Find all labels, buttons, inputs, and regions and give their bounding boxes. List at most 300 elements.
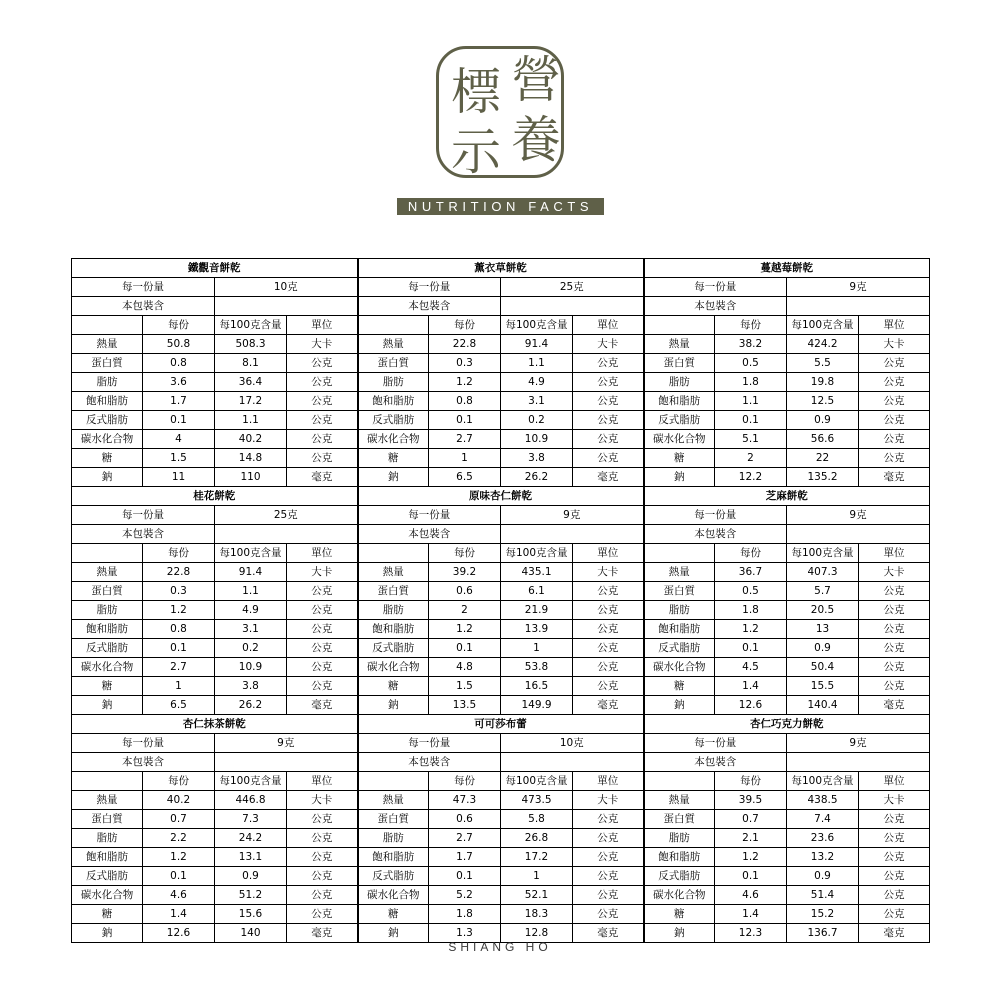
per-100g-value: 24.2 — [215, 829, 287, 848]
per-100g-value: 0.9 — [787, 411, 859, 430]
servings-per-pack-value — [215, 525, 358, 544]
per-serving-value: 1.1 — [715, 392, 787, 411]
per-100g-value: 0.2 — [215, 639, 287, 658]
unit-cell: 公克 — [573, 392, 644, 411]
nutrient-name: 脂肪 — [358, 373, 429, 392]
per-serving-value: 0.1 — [715, 867, 787, 886]
per-100g-value: 15.6 — [215, 905, 287, 924]
per-serving-value: 0.1 — [429, 411, 501, 430]
per-serving-value: 12.6 — [143, 924, 215, 943]
servings-per-pack-value — [215, 753, 358, 772]
nutrient-name: 糖 — [358, 677, 429, 696]
unit-cell: 公克 — [573, 449, 644, 468]
logo-char: 標 — [451, 63, 501, 121]
nutrient-name: 反式脂肪 — [72, 411, 143, 430]
nutrient-name: 碳水化合物 — [644, 658, 715, 677]
nutrient-name: 糖 — [644, 905, 715, 924]
serving-size: 9克 — [787, 506, 930, 525]
header-per-100g: 每100克含量 — [501, 772, 573, 791]
per-100g-value: 53.8 — [501, 658, 573, 677]
unit-cell: 毫克 — [573, 924, 644, 943]
logo-char: 營 — [511, 51, 561, 109]
nutrient-name: 蛋白質 — [72, 582, 143, 601]
serving-size: 9克 — [501, 506, 644, 525]
per-serving-value: 39.2 — [429, 563, 501, 582]
product-title: 原味杏仁餅乾 — [358, 487, 644, 506]
header-unit: 單位 — [859, 772, 930, 791]
per-serving-value: 1.3 — [429, 924, 501, 943]
per-100g-value: 0.9 — [215, 867, 287, 886]
serving-row — [72, 734, 930, 753]
per-100g-value: 50.4 — [787, 658, 859, 677]
nutrient-name: 飽和脂肪 — [358, 620, 429, 639]
nutrient-name: 熱量 — [72, 563, 143, 582]
per-100g-value: 23.6 — [787, 829, 859, 848]
nutrient-name: 飽和脂肪 — [644, 392, 715, 411]
header-per-serving: 每份 — [715, 316, 787, 335]
unit-cell: 公克 — [859, 582, 930, 601]
per-serving-value: 0.8 — [143, 620, 215, 639]
nutrient-name: 糖 — [358, 449, 429, 468]
per-serving-value: 1.2 — [429, 373, 501, 392]
unit-cell: 毫克 — [859, 924, 930, 943]
per-100g-value: 1.1 — [215, 582, 287, 601]
per-100g-value: 5.8 — [501, 810, 573, 829]
serving-label: 每一份量 — [358, 278, 501, 297]
serving-label: 每一份量 — [644, 734, 787, 753]
per-100g-value: 438.5 — [787, 791, 859, 810]
nutrient-name: 蛋白質 — [358, 810, 429, 829]
nutrient-name: 鈉 — [72, 468, 143, 487]
product-title: 杏仁抹茶餅乾 — [72, 715, 358, 734]
per-serving-value: 1.2 — [429, 620, 501, 639]
table-row — [72, 696, 930, 715]
nutrient-name: 碳水化合物 — [72, 430, 143, 449]
per-serving-value: 5.2 — [429, 886, 501, 905]
nutrient-name: 反式脂肪 — [644, 639, 715, 658]
product-title-row — [72, 487, 930, 506]
unit-cell: 公克 — [573, 582, 644, 601]
unit-cell: 公克 — [287, 658, 358, 677]
per-serving-value: 2.7 — [143, 658, 215, 677]
unit-cell: 公克 — [859, 905, 930, 924]
per-serving-value: 1.4 — [715, 677, 787, 696]
table-row — [72, 601, 930, 620]
per-100g-value: 1.1 — [215, 411, 287, 430]
logo-char: 養 — [511, 111, 561, 169]
header-per-100g: 每100克含量 — [787, 544, 859, 563]
per-100g-value: 51.2 — [215, 886, 287, 905]
per-serving-value: 1.8 — [715, 601, 787, 620]
unit-cell: 公克 — [859, 373, 930, 392]
per-100g-value: 435.1 — [501, 563, 573, 582]
unit-cell: 公克 — [859, 658, 930, 677]
nutrient-name: 蛋白質 — [358, 354, 429, 373]
table-row — [72, 430, 930, 449]
nutrient-name: 反式脂肪 — [644, 867, 715, 886]
nutrient-name: 脂肪 — [644, 373, 715, 392]
nutrient-name: 脂肪 — [358, 601, 429, 620]
servings-per-pack-label: 本包裝含 — [358, 525, 501, 544]
nutrient-name: 鈉 — [644, 468, 715, 487]
unit-cell: 公克 — [287, 867, 358, 886]
per-serving-value: 0.3 — [143, 582, 215, 601]
per-serving-value: 12.3 — [715, 924, 787, 943]
per-serving-value: 1.2 — [715, 620, 787, 639]
unit-cell: 公克 — [287, 677, 358, 696]
unit-cell: 大卡 — [859, 563, 930, 582]
nutrient-name: 反式脂肪 — [72, 639, 143, 658]
table-row — [72, 886, 930, 905]
unit-cell: 公克 — [287, 373, 358, 392]
unit-cell: 公克 — [573, 829, 644, 848]
header-per-serving: 每份 — [429, 316, 501, 335]
nutrient-name: 鈉 — [358, 924, 429, 943]
unit-cell: 公克 — [287, 582, 358, 601]
table-row — [72, 468, 930, 487]
unit-cell: 公克 — [859, 392, 930, 411]
nutrient-name: 反式脂肪 — [358, 411, 429, 430]
per-serving-value: 50.8 — [143, 335, 215, 354]
unit-cell: 大卡 — [859, 791, 930, 810]
unit-cell: 公克 — [859, 411, 930, 430]
serving-row — [72, 506, 930, 525]
nutrient-name: 飽和脂肪 — [644, 620, 715, 639]
per-serving-value: 2.7 — [429, 430, 501, 449]
nutrient-name: 蛋白質 — [358, 582, 429, 601]
product-title: 鐵觀音餅乾 — [72, 259, 358, 278]
unit-cell: 公克 — [859, 829, 930, 848]
servings-per-pack-label: 本包裝含 — [358, 753, 501, 772]
unit-cell: 公克 — [859, 449, 930, 468]
table-row — [72, 867, 930, 886]
nutrient-name: 鈉 — [644, 924, 715, 943]
unit-cell: 公克 — [573, 658, 644, 677]
nutrient-name: 飽和脂肪 — [358, 848, 429, 867]
per-serving-value: 39.5 — [715, 791, 787, 810]
per-100g-value: 18.3 — [501, 905, 573, 924]
per-serving-value: 4.8 — [429, 658, 501, 677]
per-serving-value: 5.1 — [715, 430, 787, 449]
product-title: 薰衣草餅乾 — [358, 259, 644, 278]
per-100g-value: 10.9 — [215, 658, 287, 677]
per-100g-value: 17.2 — [501, 848, 573, 867]
per-serving-value: 2.2 — [143, 829, 215, 848]
nutrient-name: 反式脂肪 — [358, 867, 429, 886]
nutrient-name: 反式脂肪 — [644, 411, 715, 430]
nutrient-name: 鈉 — [72, 924, 143, 943]
per-serving-value: 1.2 — [715, 848, 787, 867]
nutrient-name: 糖 — [72, 905, 143, 924]
serving-label: 每一份量 — [72, 278, 215, 297]
per-100g-value: 140.4 — [787, 696, 859, 715]
product-title: 桂花餅乾 — [72, 487, 358, 506]
per-100g-value: 15.2 — [787, 905, 859, 924]
nutrient-name: 鈉 — [644, 696, 715, 715]
header-blank — [358, 316, 429, 335]
per-100g-value: 3.8 — [501, 449, 573, 468]
per-100g-value: 12.8 — [501, 924, 573, 943]
nutrient-name: 脂肪 — [644, 829, 715, 848]
per-serving-value: 1.5 — [429, 677, 501, 696]
per-100g-value: 13 — [787, 620, 859, 639]
nutrient-name: 碳水化合物 — [358, 886, 429, 905]
table-row — [72, 639, 930, 658]
per-serving-value: 0.1 — [143, 411, 215, 430]
per-serving-value: 0.5 — [715, 354, 787, 373]
header-per-serving: 每份 — [429, 772, 501, 791]
unit-cell: 公克 — [287, 601, 358, 620]
header-per-serving: 每份 — [143, 772, 215, 791]
servings-per-pack-value — [501, 753, 644, 772]
unit-cell: 公克 — [287, 886, 358, 905]
per-100g-value: 91.4 — [501, 335, 573, 354]
per-100g-value: 3.1 — [215, 620, 287, 639]
unit-cell: 公克 — [287, 848, 358, 867]
per-serving-value: 1.2 — [143, 601, 215, 620]
header-per-100g: 每100克含量 — [501, 316, 573, 335]
serving-size: 10克 — [501, 734, 644, 753]
per-serving-value: 0.1 — [715, 639, 787, 658]
per-serving-value: 0.5 — [715, 582, 787, 601]
per-serving-value: 1 — [429, 449, 501, 468]
unit-cell: 公克 — [287, 354, 358, 373]
per-serving-value: 0.1 — [715, 411, 787, 430]
header-blank — [644, 544, 715, 563]
unit-cell: 公克 — [859, 601, 930, 620]
per-100g-value: 22 — [787, 449, 859, 468]
unit-cell: 公克 — [573, 677, 644, 696]
per-serving-value: 6.5 — [143, 696, 215, 715]
per-100g-value: 5.7 — [787, 582, 859, 601]
unit-cell: 公克 — [859, 867, 930, 886]
per-100g-value: 13.2 — [787, 848, 859, 867]
serving-label: 每一份量 — [644, 506, 787, 525]
nutrient-name: 糖 — [72, 677, 143, 696]
table-row — [72, 582, 930, 601]
per-serving-value: 2.7 — [429, 829, 501, 848]
serving-size: 9克 — [215, 734, 358, 753]
column-header-row — [72, 316, 930, 335]
table-row — [72, 905, 930, 924]
header-blank — [358, 544, 429, 563]
per-100g-value: 19.8 — [787, 373, 859, 392]
per-100g-value: 3.8 — [215, 677, 287, 696]
per-100g-value: 40.2 — [215, 430, 287, 449]
unit-cell: 公克 — [859, 810, 930, 829]
serving-label: 每一份量 — [358, 506, 501, 525]
unit-cell: 毫克 — [859, 468, 930, 487]
servings-per-pack-value — [787, 297, 930, 316]
nutrient-name: 鈉 — [358, 468, 429, 487]
unit-cell: 大卡 — [573, 335, 644, 354]
serving-row — [72, 278, 930, 297]
header-unit: 單位 — [573, 772, 644, 791]
per-100g-value: 17.2 — [215, 392, 287, 411]
header-per-100g: 每100克含量 — [215, 316, 287, 335]
nutrient-name: 熱量 — [358, 563, 429, 582]
unit-cell: 公克 — [573, 430, 644, 449]
unit-cell: 毫克 — [859, 696, 930, 715]
per-serving-value: 2 — [429, 601, 501, 620]
nutrient-name: 飽和脂肪 — [72, 620, 143, 639]
unit-cell: 公克 — [859, 677, 930, 696]
per-serving-value: 0.1 — [143, 867, 215, 886]
header-per-100g: 每100克含量 — [787, 316, 859, 335]
table-row — [72, 354, 930, 373]
per-100g-value: 0.2 — [501, 411, 573, 430]
unit-cell: 公克 — [287, 620, 358, 639]
per-100g-value: 7.4 — [787, 810, 859, 829]
per-serving-value: 36.7 — [715, 563, 787, 582]
unit-cell: 公克 — [859, 848, 930, 867]
nutrient-name: 熱量 — [72, 335, 143, 354]
per-100g-value: 10.9 — [501, 430, 573, 449]
unit-cell: 公克 — [287, 392, 358, 411]
nutrient-name: 蛋白質 — [72, 354, 143, 373]
servings-per-pack-row — [72, 525, 930, 544]
header-unit: 單位 — [287, 772, 358, 791]
nutrient-name: 脂肪 — [644, 601, 715, 620]
unit-cell: 毫克 — [287, 696, 358, 715]
per-serving-value: 0.6 — [429, 582, 501, 601]
per-100g-value: 91.4 — [215, 563, 287, 582]
per-100g-value: 20.5 — [787, 601, 859, 620]
logo-char: 示 — [451, 123, 501, 181]
header-per-serving: 每份 — [715, 772, 787, 791]
serving-size: 25克 — [501, 278, 644, 297]
unit-cell: 公克 — [573, 867, 644, 886]
per-serving-value: 1.8 — [429, 905, 501, 924]
nutrient-name: 糖 — [72, 449, 143, 468]
per-100g-value: 446.8 — [215, 791, 287, 810]
brand-footer: SHIANG HO — [448, 940, 552, 954]
per-serving-value: 11 — [143, 468, 215, 487]
nutrient-name: 脂肪 — [358, 829, 429, 848]
servings-per-pack-row — [72, 753, 930, 772]
per-100g-value: 135.2 — [787, 468, 859, 487]
header-blank — [72, 772, 143, 791]
header-per-serving: 每份 — [715, 544, 787, 563]
unit-cell: 公克 — [859, 620, 930, 639]
nutrient-name: 糖 — [644, 677, 715, 696]
table-row — [72, 810, 930, 829]
nutrient-name: 糖 — [644, 449, 715, 468]
unit-cell: 公克 — [287, 905, 358, 924]
nutrient-name: 蛋白質 — [644, 810, 715, 829]
per-serving-value: 0.1 — [143, 639, 215, 658]
per-serving-value: 0.1 — [429, 639, 501, 658]
nutrient-name: 熱量 — [358, 335, 429, 354]
table-row — [72, 563, 930, 582]
table-row — [72, 658, 930, 677]
nutrient-name: 蛋白質 — [644, 582, 715, 601]
per-100g-value: 110 — [215, 468, 287, 487]
serving-size: 10克 — [215, 278, 358, 297]
nutrient-name: 脂肪 — [72, 601, 143, 620]
per-serving-value: 1.2 — [143, 848, 215, 867]
table-row — [72, 411, 930, 430]
header-per-100g: 每100克含量 — [787, 772, 859, 791]
per-100g-value: 52.1 — [501, 886, 573, 905]
per-100g-value: 8.1 — [215, 354, 287, 373]
serving-label: 每一份量 — [358, 734, 501, 753]
per-serving-value: 4.5 — [715, 658, 787, 677]
unit-cell: 公克 — [573, 373, 644, 392]
per-serving-value: 2 — [715, 449, 787, 468]
per-100g-value: 1 — [501, 639, 573, 658]
serving-size: 9克 — [787, 278, 930, 297]
serving-label: 每一份量 — [72, 734, 215, 753]
serving-size: 9克 — [787, 734, 930, 753]
nutrient-name: 熱量 — [644, 563, 715, 582]
product-title-row — [72, 259, 930, 278]
nutrient-name: 飽和脂肪 — [72, 392, 143, 411]
header-blank — [644, 316, 715, 335]
per-serving-value: 22.8 — [429, 335, 501, 354]
header-per-100g: 每100克含量 — [215, 544, 287, 563]
table-row — [72, 335, 930, 354]
per-100g-value: 508.3 — [215, 335, 287, 354]
per-100g-value: 6.1 — [501, 582, 573, 601]
unit-cell: 公克 — [287, 449, 358, 468]
per-serving-value: 0.7 — [715, 810, 787, 829]
per-100g-value: 13.9 — [501, 620, 573, 639]
nutrient-name: 碳水化合物 — [358, 658, 429, 677]
per-100g-value: 36.4 — [215, 373, 287, 392]
per-serving-value: 2.1 — [715, 829, 787, 848]
servings-per-pack-value — [501, 525, 644, 544]
unit-cell: 公克 — [859, 354, 930, 373]
unit-cell: 毫克 — [573, 696, 644, 715]
per-100g-value: 7.3 — [215, 810, 287, 829]
unit-cell: 公克 — [573, 620, 644, 639]
header-unit: 單位 — [287, 544, 358, 563]
unit-cell: 毫克 — [573, 468, 644, 487]
header-blank — [72, 316, 143, 335]
serving-label: 每一份量 — [72, 506, 215, 525]
per-100g-value: 473.5 — [501, 791, 573, 810]
nutrient-name: 熱量 — [72, 791, 143, 810]
nutrient-name: 碳水化合物 — [644, 886, 715, 905]
header-per-serving: 每份 — [143, 316, 215, 335]
per-100g-value: 1.1 — [501, 354, 573, 373]
per-100g-value: 16.5 — [501, 677, 573, 696]
per-100g-value: 136.7 — [787, 924, 859, 943]
product-title: 蔓越莓餅乾 — [644, 259, 930, 278]
per-serving-value: 1 — [143, 677, 215, 696]
unit-cell: 公克 — [859, 639, 930, 658]
per-serving-value: 0.8 — [429, 392, 501, 411]
unit-cell: 公克 — [573, 354, 644, 373]
per-100g-value: 51.4 — [787, 886, 859, 905]
per-100g-value: 15.5 — [787, 677, 859, 696]
header-blank — [644, 772, 715, 791]
unit-cell: 公克 — [573, 639, 644, 658]
nutrient-name: 脂肪 — [72, 373, 143, 392]
header-per-100g: 每100克含量 — [215, 772, 287, 791]
per-serving-value: 0.1 — [429, 867, 501, 886]
unit-cell: 大卡 — [573, 563, 644, 582]
unit-cell: 公克 — [287, 639, 358, 658]
servings-per-pack-label: 本包裝含 — [358, 297, 501, 316]
nutrient-name: 鈉 — [72, 696, 143, 715]
unit-cell: 公克 — [573, 886, 644, 905]
per-serving-value: 4.6 — [715, 886, 787, 905]
unit-cell: 公克 — [287, 829, 358, 848]
header-unit: 單位 — [573, 316, 644, 335]
per-100g-value: 140 — [215, 924, 287, 943]
